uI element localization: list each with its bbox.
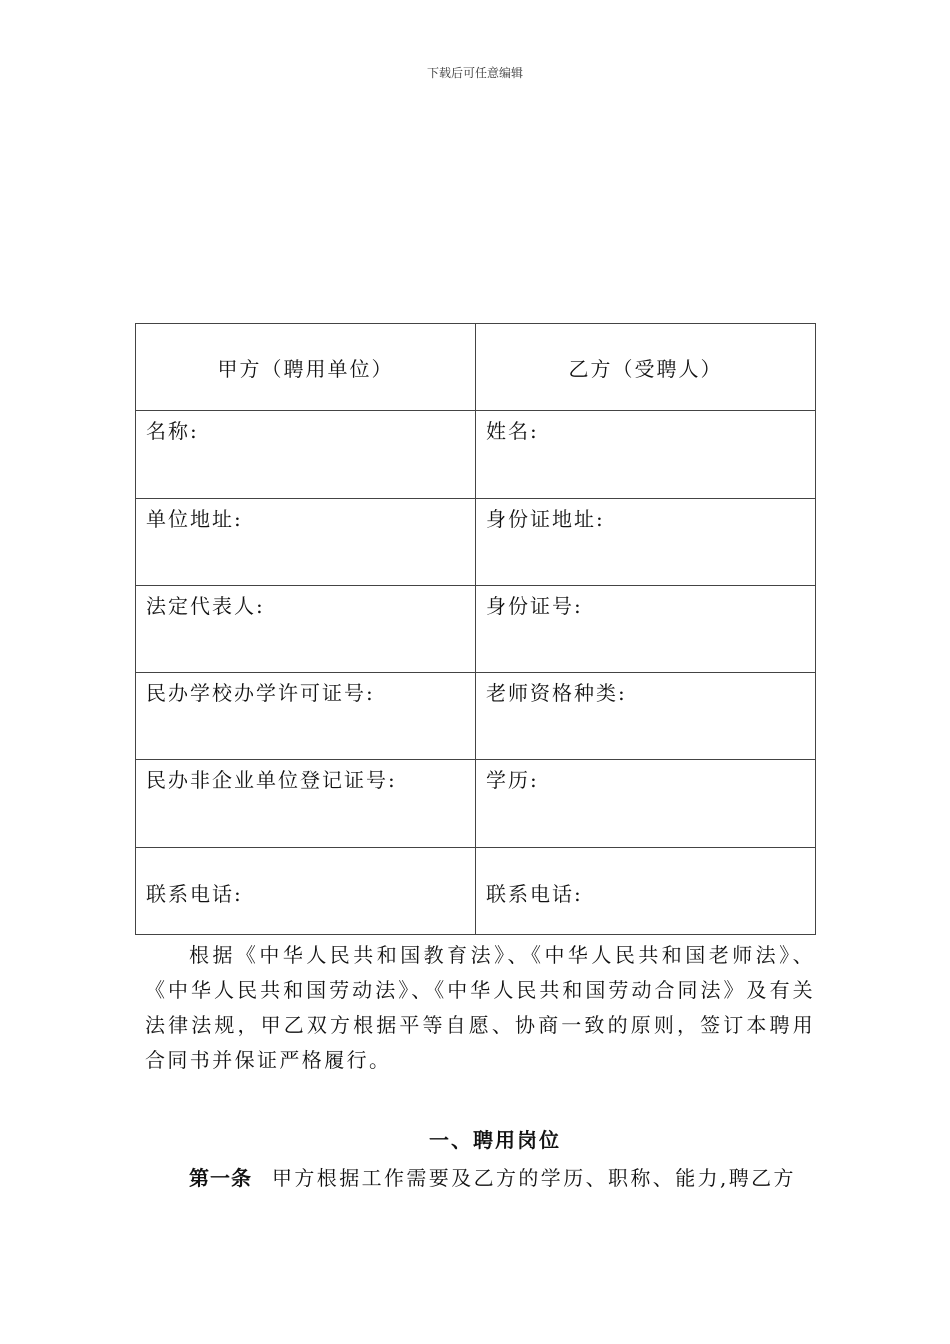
table-row (136, 673, 816, 760)
party-b-education-field[interactable]: 学历: (476, 760, 816, 847)
table-row (136, 847, 816, 934)
article-text: 甲方根据工作需要及乙方的学历、职称、能力,聘乙方 (272, 1166, 796, 1190)
party-b-phone-field[interactable]: 联系电话: (476, 847, 816, 934)
party-b-id-address-field[interactable]: 身份证地址: (476, 498, 816, 585)
party-a-name-field[interactable]: 名称: (136, 411, 476, 498)
article-paragraph (145, 1161, 815, 1196)
party-b-teacher-cert-field[interactable]: 老师资格种类: (476, 673, 816, 760)
header-note: 下载后可任意编辑 (426, 66, 523, 80)
party-b-id-number-field[interactable]: 身份证号: (476, 585, 816, 672)
party-a-registration-field[interactable]: 民办非企业单位登记证号: (136, 760, 476, 847)
party-a-school-license-field[interactable]: 民办学校办学许可证号: (136, 673, 476, 760)
table-row (136, 585, 816, 672)
table-row (136, 760, 816, 847)
table-row (136, 498, 816, 585)
party-b-header: 乙方（受聘人） (476, 324, 816, 411)
party-a-address-field[interactable]: 单位地址: (136, 498, 476, 585)
article-label: 第一条 (189, 1166, 252, 1190)
party-a-legal-rep-field[interactable]: 法定代表人: (136, 585, 476, 672)
intro-paragraph: 根据《中华人民共和国教育法》、《中华人民共和国老师法》、《中华人民共和国劳动法》、《中华人民共和国劳动合同法》及有关法律法规，甲乙双方根据平等自愿、协商一致的原则，签订本聘用合同书并保证严格履行。 (145, 943, 815, 1072)
section-title: 一、聘用岗位 (429, 1128, 561, 1152)
party-a-header: 甲方（聘用单位） (136, 324, 476, 411)
table-header-row (136, 324, 816, 411)
party-b-name-field[interactable]: 姓名: (476, 411, 816, 498)
party-a-phone-field[interactable]: 联系电话: (136, 847, 476, 934)
contract-info-table (135, 323, 816, 935)
table-row (136, 411, 816, 498)
